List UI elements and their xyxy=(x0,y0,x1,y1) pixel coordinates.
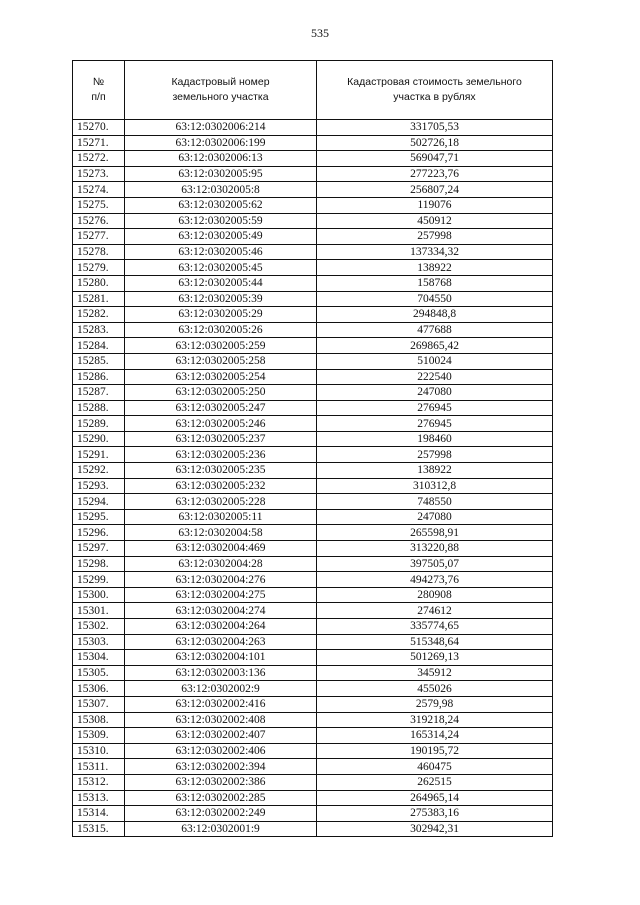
cell-cadastral-value: 748550 xyxy=(317,494,553,510)
cell-row-number: 15303. xyxy=(73,634,125,650)
table-row xyxy=(73,135,553,151)
table-row xyxy=(73,681,553,697)
cell-cadastral-value: 198460 xyxy=(317,431,553,447)
cell-row-number: 15299. xyxy=(73,572,125,588)
cell-row-number: 15304. xyxy=(73,650,125,666)
cell-cadastral-value: 335774,65 xyxy=(317,619,553,635)
table-row xyxy=(73,603,553,619)
cell-cadastral-number: 63:12:0302002:394 xyxy=(125,759,317,775)
cell-cadastral-value: 455026 xyxy=(317,681,553,697)
cell-row-number: 15300. xyxy=(73,587,125,603)
cell-cadastral-value: 460475 xyxy=(317,759,553,775)
cell-cadastral-number: 63:12:0302005:247 xyxy=(125,400,317,416)
cell-row-number: 15315. xyxy=(73,821,125,837)
cell-cadastral-number: 63:12:0302002:407 xyxy=(125,728,317,744)
cell-cadastral-value: 137334,32 xyxy=(317,244,553,260)
cell-row-number: 15290. xyxy=(73,431,125,447)
cell-cadastral-value: 477688 xyxy=(317,322,553,338)
table-row xyxy=(73,166,553,182)
cell-row-number: 15281. xyxy=(73,291,125,307)
cell-row-number: 15312. xyxy=(73,774,125,790)
cell-cadastral-value: 277223,76 xyxy=(317,166,553,182)
header-row-number: № п/п xyxy=(73,61,125,120)
cell-cadastral-value: 247080 xyxy=(317,385,553,401)
cell-cadastral-value: 257998 xyxy=(317,447,553,463)
cell-cadastral-value: 313220,88 xyxy=(317,541,553,557)
cell-cadastral-value: 274612 xyxy=(317,603,553,619)
cell-row-number: 15309. xyxy=(73,728,125,744)
table-row xyxy=(73,463,553,479)
cell-cadastral-value: 569047,71 xyxy=(317,151,553,167)
cell-cadastral-number: 63:12:0302002:416 xyxy=(125,696,317,712)
cell-cadastral-value: 257998 xyxy=(317,229,553,245)
cell-row-number: 15308. xyxy=(73,712,125,728)
cell-cadastral-value: 515348,64 xyxy=(317,634,553,650)
table-row xyxy=(73,322,553,338)
cell-cadastral-value: 501269,13 xyxy=(317,650,553,666)
cell-cadastral-number: 63:12:0302001:9 xyxy=(125,821,317,837)
table-row xyxy=(73,307,553,323)
cell-row-number: 15311. xyxy=(73,759,125,775)
cell-cadastral-value: 494273,76 xyxy=(317,572,553,588)
cell-cadastral-value: 310312,8 xyxy=(317,478,553,494)
table-row xyxy=(73,447,553,463)
table-row xyxy=(73,759,553,775)
cell-row-number: 15273. xyxy=(73,166,125,182)
cell-row-number: 15292. xyxy=(73,463,125,479)
cell-cadastral-number: 63:12:0302004:263 xyxy=(125,634,317,650)
cell-row-number: 15287. xyxy=(73,385,125,401)
table-row xyxy=(73,385,553,401)
cell-row-number: 15295. xyxy=(73,509,125,525)
cell-row-number: 15294. xyxy=(73,494,125,510)
table-row xyxy=(73,509,553,525)
cell-row-number: 15310. xyxy=(73,743,125,759)
table-row xyxy=(73,525,553,541)
table-row xyxy=(73,260,553,276)
cell-cadastral-number: 63:12:0302005:62 xyxy=(125,197,317,213)
table-row xyxy=(73,494,553,510)
cell-cadastral-value: 450912 xyxy=(317,213,553,229)
cell-row-number: 15282. xyxy=(73,307,125,323)
cell-cadastral-number: 63:12:0302005:258 xyxy=(125,353,317,369)
cell-cadastral-number: 63:12:0302005:232 xyxy=(125,478,317,494)
cell-cadastral-value: 222540 xyxy=(317,369,553,385)
cell-cadastral-number: 63:12:0302004:469 xyxy=(125,541,317,557)
table-row xyxy=(73,634,553,650)
cell-cadastral-number: 63:12:0302005:236 xyxy=(125,447,317,463)
cell-cadastral-number: 63:12:0302004:264 xyxy=(125,619,317,635)
table-row xyxy=(73,774,553,790)
cell-cadastral-number: 63:12:0302005:26 xyxy=(125,322,317,338)
cell-row-number: 15298. xyxy=(73,556,125,572)
cell-cadastral-number: 63:12:0302005:228 xyxy=(125,494,317,510)
table-row xyxy=(73,587,553,603)
cell-row-number: 15283. xyxy=(73,322,125,338)
table-row xyxy=(73,728,553,744)
cell-cadastral-number: 63:12:0302002:386 xyxy=(125,774,317,790)
table-row xyxy=(73,197,553,213)
cell-cadastral-value: 280908 xyxy=(317,587,553,603)
cell-row-number: 15274. xyxy=(73,182,125,198)
cell-cadastral-value: 331705,53 xyxy=(317,120,553,136)
header-cadastral-value: Кадастровая стоимость земельного участка в рублях xyxy=(317,61,553,120)
cell-cadastral-number: 63:12:0302005:237 xyxy=(125,431,317,447)
cell-cadastral-number: 63:12:0302006:199 xyxy=(125,135,317,151)
table-row xyxy=(73,541,553,557)
cell-cadastral-number: 63:12:0302005:235 xyxy=(125,463,317,479)
cell-row-number: 15285. xyxy=(73,353,125,369)
table-row xyxy=(73,182,553,198)
cell-cadastral-number: 63:12:0302004:58 xyxy=(125,525,317,541)
cell-cadastral-value: 276945 xyxy=(317,416,553,432)
cell-row-number: 15271. xyxy=(73,135,125,151)
cell-cadastral-value: 319218,24 xyxy=(317,712,553,728)
cell-cadastral-value: 294848,8 xyxy=(317,307,553,323)
cell-cadastral-number: 63:12:0302002:285 xyxy=(125,790,317,806)
cell-row-number: 15313. xyxy=(73,790,125,806)
cell-cadastral-value: 510024 xyxy=(317,353,553,369)
cell-row-number: 15275. xyxy=(73,197,125,213)
cell-cadastral-value: 138922 xyxy=(317,463,553,479)
cell-cadastral-value: 269865,42 xyxy=(317,338,553,354)
cell-row-number: 15277. xyxy=(73,229,125,245)
cell-cadastral-value: 165314,24 xyxy=(317,728,553,744)
table-row xyxy=(73,572,553,588)
table-row xyxy=(73,619,553,635)
cell-cadastral-number: 63:12:0302005:259 xyxy=(125,338,317,354)
cell-cadastral-value: 138922 xyxy=(317,260,553,276)
table-row xyxy=(73,478,553,494)
cell-cadastral-value: 397505,07 xyxy=(317,556,553,572)
table-row xyxy=(73,275,553,291)
cell-cadastral-number: 63:12:0302005:254 xyxy=(125,369,317,385)
cell-cadastral-number: 63:12:0302004:276 xyxy=(125,572,317,588)
cell-row-number: 15279. xyxy=(73,260,125,276)
cell-cadastral-number: 63:12:0302006:214 xyxy=(125,120,317,136)
cell-row-number: 15296. xyxy=(73,525,125,541)
cell-cadastral-value: 119076 xyxy=(317,197,553,213)
cell-cadastral-number: 63:12:0302002:9 xyxy=(125,681,317,697)
table-row xyxy=(73,369,553,385)
cell-cadastral-value: 262515 xyxy=(317,774,553,790)
table-row xyxy=(73,291,553,307)
cell-cadastral-value: 265598,91 xyxy=(317,525,553,541)
cell-cadastral-number: 63:12:0302005:246 xyxy=(125,416,317,432)
table-row xyxy=(73,665,553,681)
cell-cadastral-number: 63:12:0302005:39 xyxy=(125,291,317,307)
cell-cadastral-number: 63:12:0302005:250 xyxy=(125,385,317,401)
cell-cadastral-number: 63:12:0302006:13 xyxy=(125,151,317,167)
cell-cadastral-number: 63:12:0302004:274 xyxy=(125,603,317,619)
table-body xyxy=(73,120,553,837)
cell-cadastral-number: 63:12:0302004:275 xyxy=(125,587,317,603)
cell-row-number: 15280. xyxy=(73,275,125,291)
cell-row-number: 15314. xyxy=(73,806,125,822)
table-row xyxy=(73,790,553,806)
table-row xyxy=(73,431,553,447)
cell-row-number: 15286. xyxy=(73,369,125,385)
table-row xyxy=(73,696,553,712)
cell-cadastral-number: 63:12:0302005:11 xyxy=(125,509,317,525)
cell-row-number: 15301. xyxy=(73,603,125,619)
cell-cadastral-number: 63:12:0302004:28 xyxy=(125,556,317,572)
cell-cadastral-value: 302942,31 xyxy=(317,821,553,837)
cell-row-number: 15297. xyxy=(73,541,125,557)
table-row xyxy=(73,151,553,167)
table-row xyxy=(73,338,553,354)
cell-cadastral-number: 63:12:0302002:408 xyxy=(125,712,317,728)
cell-cadastral-number: 63:12:0302005:49 xyxy=(125,229,317,245)
cell-row-number: 15293. xyxy=(73,478,125,494)
table-row xyxy=(73,244,553,260)
cell-row-number: 15306. xyxy=(73,681,125,697)
cell-row-number: 15270. xyxy=(73,120,125,136)
cell-cadastral-value: 158768 xyxy=(317,275,553,291)
cell-cadastral-number: 63:12:0302002:406 xyxy=(125,743,317,759)
cell-row-number: 15302. xyxy=(73,619,125,635)
cadastral-table xyxy=(72,60,553,837)
cell-row-number: 15272. xyxy=(73,151,125,167)
cell-cadastral-value: 264965,14 xyxy=(317,790,553,806)
cell-cadastral-number: 63:12:0302005:29 xyxy=(125,307,317,323)
cell-cadastral-value: 502726,18 xyxy=(317,135,553,151)
table-row xyxy=(73,556,553,572)
table-row xyxy=(73,120,553,136)
table-row xyxy=(73,712,553,728)
cell-cadastral-value: 276945 xyxy=(317,400,553,416)
cell-cadastral-number: 63:12:0302005:44 xyxy=(125,275,317,291)
cell-cadastral-value: 2579,98 xyxy=(317,696,553,712)
table-row xyxy=(73,353,553,369)
cell-cadastral-value: 190195,72 xyxy=(317,743,553,759)
cell-cadastral-number: 63:12:0302005:46 xyxy=(125,244,317,260)
table-row xyxy=(73,416,553,432)
cell-cadastral-number: 63:12:0302002:249 xyxy=(125,806,317,822)
table-header-row xyxy=(73,61,553,120)
cell-row-number: 15276. xyxy=(73,213,125,229)
cell-row-number: 15278. xyxy=(73,244,125,260)
table-row xyxy=(73,821,553,837)
cell-row-number: 15289. xyxy=(73,416,125,432)
table-row xyxy=(73,400,553,416)
cell-row-number: 15307. xyxy=(73,696,125,712)
cell-cadastral-value: 704550 xyxy=(317,291,553,307)
cell-cadastral-number: 63:12:0302005:45 xyxy=(125,260,317,276)
cell-row-number: 15284. xyxy=(73,338,125,354)
table-row xyxy=(73,743,553,759)
cell-cadastral-value: 275383,16 xyxy=(317,806,553,822)
cell-cadastral-value: 345912 xyxy=(317,665,553,681)
table-row xyxy=(73,229,553,245)
cell-cadastral-number: 63:12:0302003:136 xyxy=(125,665,317,681)
header-cadastral-number: Кадастровый номер земельного участка xyxy=(125,61,317,120)
cell-row-number: 15288. xyxy=(73,400,125,416)
cell-cadastral-value: 247080 xyxy=(317,509,553,525)
cell-cadastral-number: 63:12:0302005:95 xyxy=(125,166,317,182)
table-row xyxy=(73,213,553,229)
page-number: 535 xyxy=(311,26,329,40)
cell-cadastral-number: 63:12:0302004:101 xyxy=(125,650,317,666)
cell-cadastral-number: 63:12:0302005:8 xyxy=(125,182,317,198)
table-row xyxy=(73,650,553,666)
cell-cadastral-value: 256807,24 xyxy=(317,182,553,198)
cell-row-number: 15291. xyxy=(73,447,125,463)
cell-row-number: 15305. xyxy=(73,665,125,681)
table-row xyxy=(73,806,553,822)
cell-cadastral-number: 63:12:0302005:59 xyxy=(125,213,317,229)
